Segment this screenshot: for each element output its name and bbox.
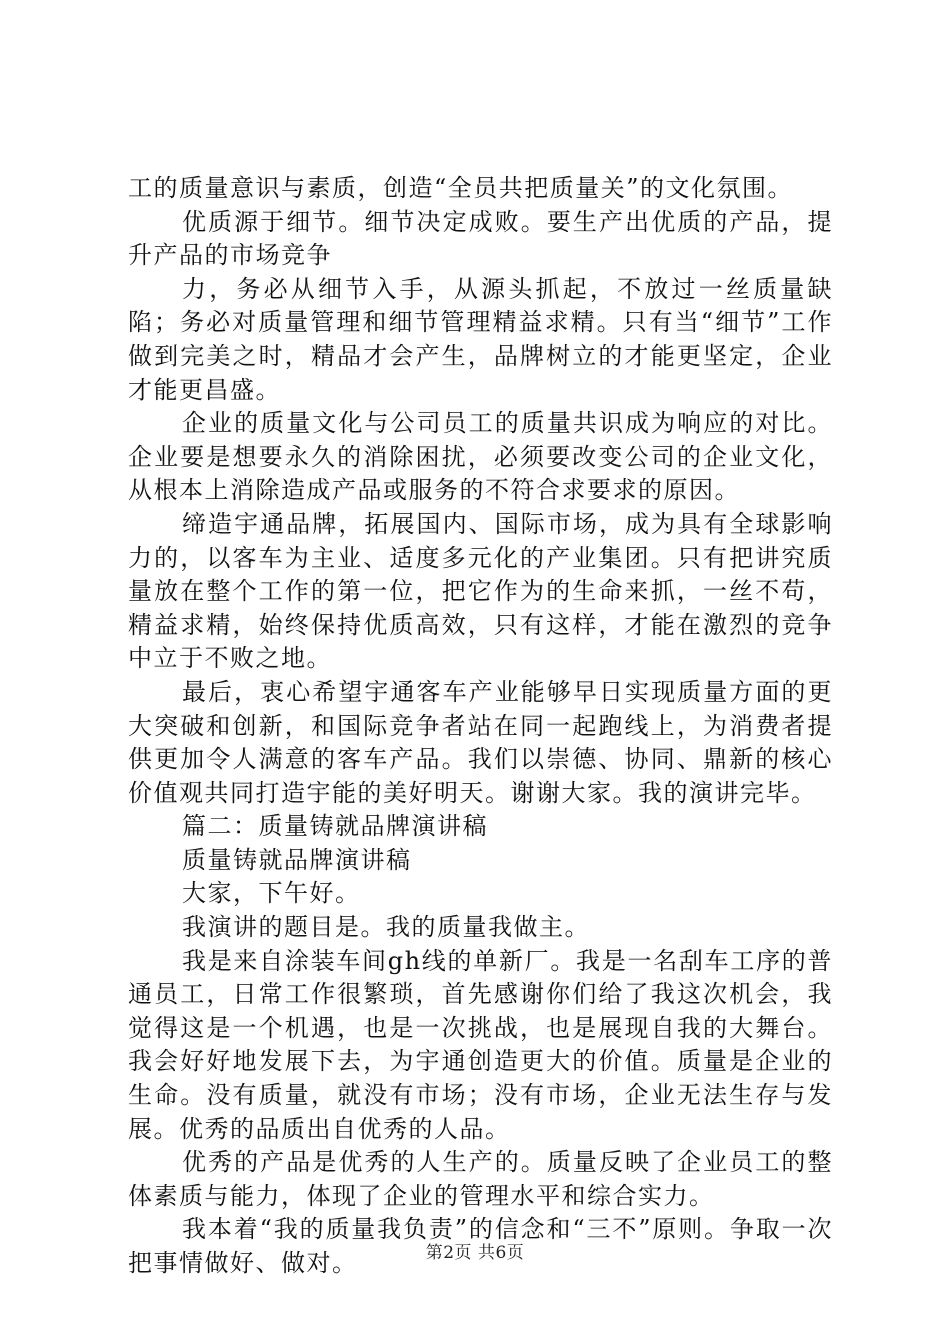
paragraph-3: 力，务必从细节入手，从源头抓起，不放过一丝质量缺陷；务必对质量管理和细节管理精益求精。只有当“细节”工作做到完美之时，精品才会产生，品牌树立的才能更坚定，企业才能更昌盛。 (128, 274, 833, 404)
paragraph-4: 企业的质量文化与公司员工的质量共识成为响应的对比。企业要是想要永久的消除困扰，必须要改变公司的企业文化，从根本上消除造成产品或服务的不符合求要求的原因。 (128, 409, 833, 505)
paragraph-5: 缔造宇通品牌，拓展国内、国际市场，成为具有全球影响力的，以客车为主业、适度多元化的产业集团。只有把讲究质量放在整个工作的第一位，把它作为的生命来抓，一丝不苟，精益求精，始终保持优质高效，只有这样，才能在激烈的竞争中立于不败之地。 (128, 509, 833, 673)
paragraph-6: 最后，衷心希望宇通客车产业能够早日实现质量方面的更大突破和创新，和国际竞争者站在同一起跑线上，为消费者提供更加令人满意的客车产品。我们以崇德、协同、鼎新的核心价值观共同打造宇能的美好明天。谢谢大家。我的演讲完毕。 (128, 677, 833, 807)
speech-title: 质量铸就品牌演讲稿 (182, 845, 412, 874)
paragraph-1: 工的质量意识与素质，创造“全员共把质量关”的文化氛围。 (128, 174, 794, 202)
paragraph-2: 优质源于细节。细节决定成败。要生产出优质的产品，提升产品的市场竞争 (128, 207, 833, 270)
document-body (128, 172, 833, 1281)
paragraph-12: 优秀的产品是优秀的人生产的。质量反映了企业员工的整体素质与能力，体现了企业的管理水平和综合实力。 (128, 1148, 833, 1210)
section-heading: 篇二：质量铸就品牌演讲稿 (182, 812, 488, 841)
paragraph-13: 我本着“我的质量我负责”的信念和“三不”原则。争取一次把事情做好、做对。 (128, 1215, 833, 1277)
greeting: 大家，下午好。 (182, 879, 361, 908)
page-number-footer: 第2页 共6页 (425, 1243, 525, 1263)
paragraph-11: 我是来自涂装车间gh线的单新厂。我是一名刮车工序的普通员工，日常工作很繁琐，首先感谢你们给了我这次机会，我觉得这是一个机遇，也是一次挑战，也是展现自我的大舞台。我会好好地发展下去，为宇通创造更大的价值。质量是企业的生命。没有质量，就没有市场；没有市场，企业无法生存与发展。优秀的品质出自优秀的人品。 (128, 946, 833, 1143)
speech-topic: 我演讲的题目是。我的质量我做主。 (182, 913, 590, 942)
